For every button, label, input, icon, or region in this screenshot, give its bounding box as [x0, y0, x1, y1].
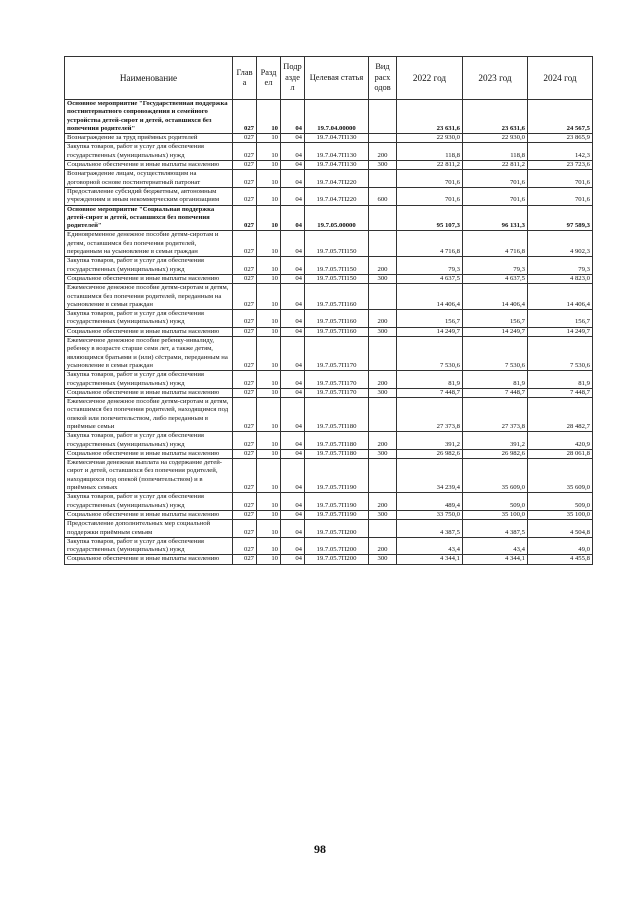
- cell-2022: 7 530,6: [397, 337, 463, 371]
- cell-glava: 027: [233, 432, 257, 450]
- cell-glava: 027: [233, 520, 257, 538]
- cell-podrazdel: 04: [281, 510, 305, 519]
- cell-article: 19.7.05.7П190: [305, 510, 369, 519]
- cell-vid: [369, 398, 397, 432]
- cell-podrazdel: 04: [281, 161, 305, 170]
- cell-vid: 300: [369, 161, 397, 170]
- table-row: [65, 134, 593, 143]
- table-row: [65, 284, 593, 310]
- cell-vid: 300: [369, 555, 397, 564]
- table-row: [65, 143, 593, 161]
- cell-podrazdel: 04: [281, 337, 305, 371]
- cell-podrazdel: 04: [281, 520, 305, 538]
- header-2023: 2023 год: [463, 57, 528, 100]
- cell-vid: [369, 337, 397, 371]
- cell-vid: 200: [369, 537, 397, 555]
- table-row: [65, 398, 593, 432]
- cell-article: 19.7.05.7П170: [305, 388, 369, 397]
- cell-glava: 027: [233, 371, 257, 389]
- cell-2024: 7 530,6: [528, 337, 593, 371]
- cell-2024: 81,9: [528, 371, 593, 389]
- cell-vid: [369, 134, 397, 143]
- cell-razdel: 10: [257, 388, 281, 397]
- cell-razdel: 10: [257, 493, 281, 511]
- header-razdel: Разд ел: [257, 57, 281, 100]
- cell-2024: 23 723,6: [528, 161, 593, 170]
- cell-glava: 027: [233, 284, 257, 310]
- cell-article: 19.7.05.7П170: [305, 371, 369, 389]
- cell-2022: 391,2: [397, 432, 463, 450]
- table-row: [65, 537, 593, 555]
- page-number: 98: [314, 842, 326, 856]
- cell-article: 19.7.05.7П190: [305, 493, 369, 511]
- cell-2024: 24 567,5: [528, 100, 593, 134]
- cell-2024: 28 061,8: [528, 449, 593, 458]
- cell-vid: 600: [369, 187, 397, 205]
- cell-glava: 027: [233, 134, 257, 143]
- cell-2024: 14 249,7: [528, 327, 593, 336]
- cell-razdel: 10: [257, 257, 281, 275]
- cell-2023: 509,0: [463, 493, 528, 511]
- cell-2023: 118,8: [463, 143, 528, 161]
- cell-glava: 027: [233, 449, 257, 458]
- cell-name: Закупка товаров, работ и услуг для обеспечения государственных (муниципальных) нужд: [65, 143, 233, 161]
- cell-name: Социальное обеспечение и иные выплаты населению: [65, 388, 233, 397]
- cell-vid: [369, 284, 397, 310]
- header-article: Целевая статья: [305, 57, 369, 100]
- cell-2023: 27 373,8: [463, 398, 528, 432]
- cell-2024: 142,3: [528, 143, 593, 161]
- cell-2023: 81,9: [463, 371, 528, 389]
- cell-razdel: 10: [257, 398, 281, 432]
- cell-2022: 4 637,5: [397, 274, 463, 283]
- cell-2023: 4 344,1: [463, 555, 528, 564]
- cell-name: Предоставление субсидий бюджетным, автономным учреждениям и иным некоммерческим организациям: [65, 187, 233, 205]
- table-row: [65, 170, 593, 188]
- cell-vid: [369, 231, 397, 257]
- cell-podrazdel: 04: [281, 493, 305, 511]
- cell-2024: 4 455,8: [528, 555, 593, 564]
- cell-name: Закупка товаров, работ и услуг для обеспечения государственных (муниципальных) нужд: [65, 371, 233, 389]
- cell-2023: 701,6: [463, 187, 528, 205]
- cell-glava: 027: [233, 510, 257, 519]
- cell-vid: 200: [369, 371, 397, 389]
- cell-podrazdel: 04: [281, 187, 305, 205]
- cell-2024: 49,0: [528, 537, 593, 555]
- cell-2023: 96 131,3: [463, 205, 528, 231]
- cell-name: Вознаграждение за труд приёмных родителей: [65, 134, 233, 143]
- cell-2023: 26 982,6: [463, 449, 528, 458]
- cell-2022: 95 107,3: [397, 205, 463, 231]
- cell-2024: 79,3: [528, 257, 593, 275]
- cell-glava: 027: [233, 310, 257, 328]
- cell-glava: 027: [233, 274, 257, 283]
- cell-razdel: 10: [257, 170, 281, 188]
- cell-2023: 35 609,0: [463, 459, 528, 493]
- cell-glava: 027: [233, 327, 257, 336]
- cell-name: Социальное обеспечение и иные выплаты населению: [65, 555, 233, 564]
- cell-2023: 22 811,2: [463, 161, 528, 170]
- cell-razdel: 10: [257, 284, 281, 310]
- cell-2024: 701,6: [528, 187, 593, 205]
- cell-razdel: 10: [257, 100, 281, 134]
- cell-article: 19.7.05.7П170: [305, 337, 369, 371]
- cell-name: Ежемесячное денежное пособие детям-сиротам и детям, оставшимся без попечения родителей, находящимся под опекой или попечительством, либо переданным в приёмные семьи: [65, 398, 233, 432]
- cell-2024: 7 448,7: [528, 388, 593, 397]
- cell-2022: 118,8: [397, 143, 463, 161]
- cell-article: 19.7.05.7П200: [305, 555, 369, 564]
- table-row: [65, 459, 593, 493]
- cell-vid: 300: [369, 327, 397, 336]
- cell-glava: 027: [233, 388, 257, 397]
- cell-razdel: 10: [257, 371, 281, 389]
- cell-name: Социальное обеспечение и иные выплаты населению: [65, 274, 233, 283]
- table-row: [65, 187, 593, 205]
- cell-vid: 200: [369, 310, 397, 328]
- cell-2022: 156,7: [397, 310, 463, 328]
- cell-2023: 7 530,6: [463, 337, 528, 371]
- cell-glava: 027: [233, 170, 257, 188]
- cell-glava: 027: [233, 205, 257, 231]
- cell-razdel: 10: [257, 555, 281, 564]
- table-row: [65, 520, 593, 538]
- cell-razdel: 10: [257, 310, 281, 328]
- budget-table: [64, 56, 593, 565]
- table-row: [65, 310, 593, 328]
- cell-article: 19.7.05.7П150: [305, 274, 369, 283]
- table-row: [65, 510, 593, 519]
- cell-article: 19.7.05.00000: [305, 205, 369, 231]
- cell-article: 19.7.05.7П200: [305, 520, 369, 538]
- cell-2024: 420,9: [528, 432, 593, 450]
- cell-2024: 701,6: [528, 170, 593, 188]
- table-row: [65, 161, 593, 170]
- cell-article: 19.7.05.7П200: [305, 537, 369, 555]
- cell-2022: 4 387,5: [397, 520, 463, 538]
- cell-2023: 14 406,4: [463, 284, 528, 310]
- header-podrazdel: Подр азде л: [281, 57, 305, 100]
- cell-razdel: 10: [257, 134, 281, 143]
- cell-2024: 35 609,0: [528, 459, 593, 493]
- cell-2024: 23 865,9: [528, 134, 593, 143]
- cell-2024: 97 589,3: [528, 205, 593, 231]
- cell-2023: 391,2: [463, 432, 528, 450]
- cell-2022: 14 406,4: [397, 284, 463, 310]
- cell-2022: 7 448,7: [397, 388, 463, 397]
- cell-2022: 27 373,8: [397, 398, 463, 432]
- cell-article: 19.7.04.7П130: [305, 161, 369, 170]
- cell-2022: 79,3: [397, 257, 463, 275]
- table-row: [65, 274, 593, 283]
- cell-razdel: 10: [257, 231, 281, 257]
- cell-vid: [369, 100, 397, 134]
- cell-glava: 027: [233, 143, 257, 161]
- cell-2023: 43,4: [463, 537, 528, 555]
- cell-article: 19.7.05.7П190: [305, 459, 369, 493]
- cell-name: Единовременное денежное пособие детям-сиротам и детям, оставшимся без попечения родителей, переданным на усыновление в семьи граждан: [65, 231, 233, 257]
- cell-2024: 28 482,7: [528, 398, 593, 432]
- cell-podrazdel: 04: [281, 274, 305, 283]
- table-row: [65, 493, 593, 511]
- cell-2022: 43,4: [397, 537, 463, 555]
- cell-article: 19.7.05.7П160: [305, 284, 369, 310]
- cell-name: Основное мероприятие "Государственная поддержка постинтернатного сопровождения и семейного устройства детей-сирот и детей, оставшихся без попечения родителей": [65, 100, 233, 134]
- cell-glava: 027: [233, 537, 257, 555]
- cell-name: Закупка товаров, работ и услуг для обеспечения государственных (муниципальных) нужд: [65, 537, 233, 555]
- cell-2023: 14 249,7: [463, 327, 528, 336]
- cell-glava: 027: [233, 398, 257, 432]
- cell-razdel: 10: [257, 432, 281, 450]
- cell-2022: 22 930,0: [397, 134, 463, 143]
- cell-article: 19.7.05.7П180: [305, 449, 369, 458]
- table-row: [65, 205, 593, 231]
- cell-vid: 300: [369, 449, 397, 458]
- cell-2022: 489,4: [397, 493, 463, 511]
- table-row: [65, 100, 593, 134]
- cell-razdel: 10: [257, 537, 281, 555]
- cell-2023: 79,3: [463, 257, 528, 275]
- cell-article: 19.7.04.7П220: [305, 170, 369, 188]
- cell-article: 19.7.04.7П130: [305, 143, 369, 161]
- cell-2024: 4 823,0: [528, 274, 593, 283]
- cell-2024: 4 902,3: [528, 231, 593, 257]
- cell-name: Социальное обеспечение и иные выплаты населению: [65, 449, 233, 458]
- cell-2022: 701,6: [397, 187, 463, 205]
- cell-2022: 14 249,7: [397, 327, 463, 336]
- cell-2022: 26 982,6: [397, 449, 463, 458]
- cell-2024: 509,0: [528, 493, 593, 511]
- cell-podrazdel: 04: [281, 432, 305, 450]
- cell-razdel: 10: [257, 274, 281, 283]
- cell-2024: 156,7: [528, 310, 593, 328]
- header-2022: 2022 год: [397, 57, 463, 100]
- cell-razdel: 10: [257, 510, 281, 519]
- cell-article: 19.7.04.7П130: [305, 134, 369, 143]
- cell-podrazdel: 04: [281, 371, 305, 389]
- cell-2023: 156,7: [463, 310, 528, 328]
- cell-name: Ежемесячное денежное пособие ребенку-инвалиду, ребенку в возрасте старше семи лет, а также детям, являющимся братьями и (или) сёстрами, переданным на усыновление в семьи граждан: [65, 337, 233, 371]
- cell-name: Социальное обеспечение и иные выплаты населению: [65, 510, 233, 519]
- table-row: [65, 449, 593, 458]
- cell-2023: 4 716,8: [463, 231, 528, 257]
- cell-2022: 33 750,0: [397, 510, 463, 519]
- cell-vid: 300: [369, 510, 397, 519]
- cell-name: Социальное обеспечение и иные выплаты населению: [65, 327, 233, 336]
- cell-vid: 200: [369, 432, 397, 450]
- cell-2022: 4 344,1: [397, 555, 463, 564]
- cell-podrazdel: 04: [281, 537, 305, 555]
- cell-glava: 027: [233, 493, 257, 511]
- cell-glava: 027: [233, 337, 257, 371]
- cell-glava: 027: [233, 231, 257, 257]
- table-row: [65, 327, 593, 336]
- cell-article: 19.7.05.7П180: [305, 432, 369, 450]
- cell-razdel: 10: [257, 449, 281, 458]
- cell-podrazdel: 04: [281, 449, 305, 458]
- cell-podrazdel: 04: [281, 205, 305, 231]
- cell-podrazdel: 04: [281, 459, 305, 493]
- table-row: [65, 388, 593, 397]
- cell-2024: 4 504,8: [528, 520, 593, 538]
- header-name: Наименование: [65, 57, 233, 100]
- cell-podrazdel: 04: [281, 284, 305, 310]
- cell-name: Закупка товаров, работ и услуг для обеспечения государственных (муниципальных) нужд: [65, 432, 233, 450]
- cell-2022: 34 239,4: [397, 459, 463, 493]
- table-row: [65, 231, 593, 257]
- cell-podrazdel: 04: [281, 388, 305, 397]
- header-row: [65, 57, 593, 100]
- cell-article: 19.7.04.00000: [305, 100, 369, 134]
- cell-name: Закупка товаров, работ и услуг для обеспечения государственных (муниципальных) нужд: [65, 310, 233, 328]
- table-row: [65, 432, 593, 450]
- cell-razdel: 10: [257, 520, 281, 538]
- cell-vid: 200: [369, 257, 397, 275]
- cell-name: Основное мероприятие "Социальная поддержка детей-сирот и детей, оставшихся без попечения родителей": [65, 205, 233, 231]
- cell-name: Ежемесячное денежное пособие детям-сиротам и детям, оставшимся без попечения родителей, переданным на усыновление в семьи граждан: [65, 284, 233, 310]
- cell-razdel: 10: [257, 187, 281, 205]
- cell-2022: 23 631,6: [397, 100, 463, 134]
- cell-article: 19.7.05.7П150: [305, 231, 369, 257]
- cell-vid: [369, 459, 397, 493]
- cell-podrazdel: 04: [281, 327, 305, 336]
- cell-2024: 14 406,4: [528, 284, 593, 310]
- table-row: [65, 257, 593, 275]
- cell-podrazdel: 04: [281, 100, 305, 134]
- cell-razdel: 10: [257, 143, 281, 161]
- cell-glava: 027: [233, 100, 257, 134]
- cell-glava: 027: [233, 187, 257, 205]
- cell-2023: 4 387,5: [463, 520, 528, 538]
- cell-2023: 35 100,0: [463, 510, 528, 519]
- cell-podrazdel: 04: [281, 170, 305, 188]
- cell-vid: [369, 520, 397, 538]
- cell-vid: 300: [369, 388, 397, 397]
- cell-2023: 22 930,0: [463, 134, 528, 143]
- cell-2022: 701,6: [397, 170, 463, 188]
- cell-name: Вознаграждение лицам, осуществляющим на договорной основе постинтернатный патронат: [65, 170, 233, 188]
- cell-name: Закупка товаров, работ и услуг для обеспечения государственных (муниципальных) нужд: [65, 257, 233, 275]
- cell-razdel: 10: [257, 161, 281, 170]
- header-vid: Вид расх одов: [369, 57, 397, 100]
- header-glava: Глав а: [233, 57, 257, 100]
- cell-glava: 027: [233, 555, 257, 564]
- cell-2023: 23 631,6: [463, 100, 528, 134]
- cell-podrazdel: 04: [281, 257, 305, 275]
- cell-vid: 200: [369, 493, 397, 511]
- cell-razdel: 10: [257, 459, 281, 493]
- cell-article: 19.7.05.7П160: [305, 327, 369, 336]
- cell-podrazdel: 04: [281, 555, 305, 564]
- table-row: [65, 371, 593, 389]
- cell-2023: 701,6: [463, 170, 528, 188]
- cell-2022: 4 716,8: [397, 231, 463, 257]
- cell-podrazdel: 04: [281, 134, 305, 143]
- cell-2023: 4 637,5: [463, 274, 528, 283]
- cell-name: Ежемесячная денежная выплата на содержание детей-сирот и детей, оставшихся без попечения родителей, находящихся под опекой (попечительством) и в приёмных семьях: [65, 459, 233, 493]
- cell-razdel: 10: [257, 327, 281, 336]
- cell-vid: [369, 170, 397, 188]
- cell-vid: [369, 205, 397, 231]
- cell-podrazdel: 04: [281, 231, 305, 257]
- table-body: [65, 100, 593, 565]
- cell-glava: 027: [233, 257, 257, 275]
- cell-podrazdel: 04: [281, 398, 305, 432]
- cell-podrazdel: 04: [281, 310, 305, 328]
- cell-2022: 22 811,2: [397, 161, 463, 170]
- cell-podrazdel: 04: [281, 143, 305, 161]
- cell-article: 19.7.05.7П150: [305, 257, 369, 275]
- cell-name: Закупка товаров, работ и услуг для обеспечения государственных (муниципальных) нужд: [65, 493, 233, 511]
- table-row: [65, 555, 593, 564]
- cell-name: Предоставление дополнительных мер социальной поддержки приёмным семьям: [65, 520, 233, 538]
- cell-glava: 027: [233, 459, 257, 493]
- cell-article: 19.7.04.7П220: [305, 187, 369, 205]
- cell-razdel: 10: [257, 337, 281, 371]
- cell-vid: 200: [369, 143, 397, 161]
- table-row: [65, 337, 593, 371]
- cell-razdel: 10: [257, 205, 281, 231]
- cell-article: 19.7.05.7П180: [305, 398, 369, 432]
- cell-2024: 35 100,0: [528, 510, 593, 519]
- cell-name: Социальное обеспечение и иные выплаты населению: [65, 161, 233, 170]
- header-2024: 2024 год: [528, 57, 593, 100]
- table-header: [65, 57, 593, 100]
- cell-glava: 027: [233, 161, 257, 170]
- cell-article: 19.7.05.7П160: [305, 310, 369, 328]
- cell-2022: 81,9: [397, 371, 463, 389]
- cell-vid: 300: [369, 274, 397, 283]
- cell-2023: 7 448,7: [463, 388, 528, 397]
